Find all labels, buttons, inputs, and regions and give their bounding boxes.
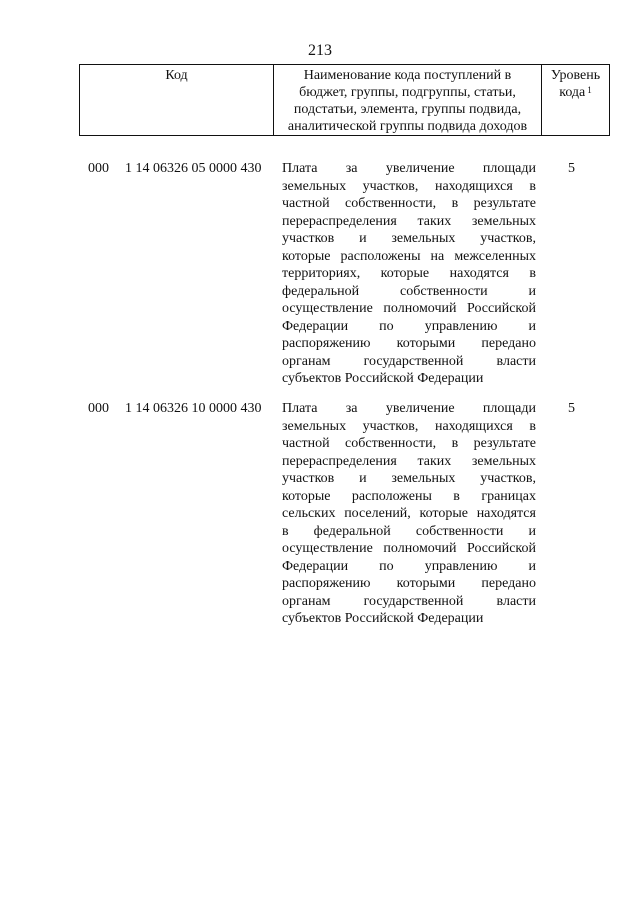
header-level-line1: Уровень [550,68,601,83]
header-level [542,65,609,135]
footnote-marker: 1 [587,85,592,95]
description-line: Федерации по управлению и [282,318,536,334]
description-line: в федеральной собственности и [282,523,536,539]
description-line: участков и земельных участков, [282,471,536,486]
income-code: 1 14 06326 05 0000 430 [125,161,262,176]
description-line: перераспределения таких земельных [282,213,536,229]
header-code [80,65,274,135]
description-line: участков и земельных участков, [282,231,536,246]
income-description [282,400,536,628]
description-line: органам государственной власти [282,593,536,609]
header-level-line2 [542,84,609,101]
description-line: территориях, которые находятся в [282,266,536,281]
description-line: распоряжению которыми передано [282,336,536,351]
description-line: земельных участков, находящихся в [282,418,536,434]
description-line: которые расположены в границах [282,488,536,504]
description-line: субъектов Российской Федерации [282,611,484,626]
description-line: органам государственной власти [282,353,536,369]
admin-code: 000 [88,161,109,176]
header-code-label: Код [165,68,188,83]
income-code: 1 14 06326 10 0000 430 [125,401,262,416]
header-level-word: кода [559,85,586,100]
description-line: частной собственности, в результате [282,196,536,211]
table-header [79,64,610,136]
header-name-line: подстатьи, элемента, группы подвида, [293,102,522,117]
page-number: 213 [308,42,332,59]
description-line: осуществление полномочий Российской [282,541,536,556]
description-line: перераспределения таких земельных [282,453,536,469]
description-line: Плата за увеличение площади [282,161,536,176]
income-description [282,160,536,388]
description-line: которые расположены на межселенных [282,248,536,264]
description-line: распоряжению которыми передано [282,576,536,591]
description-line: земельных участков, находящихся в [282,178,536,194]
header-name [274,65,542,135]
description-line: Плата за увеличение площади [282,401,536,416]
description-line: осуществление полномочий Российской [282,301,536,316]
description-line: федеральной собственности и [282,283,536,299]
code-level: 5 [568,401,575,416]
header-name-line: Наименование кода поступлений в [303,68,512,83]
description-line: Федерации по управлению и [282,558,536,574]
description-line: частной собственности, в результате [282,436,536,451]
description-line: субъектов Российской Федерации [282,371,484,386]
code-level: 5 [568,161,575,176]
header-name-line: бюджет, группы, подгруппы, статьи, [299,85,516,100]
description-line: сельских поселений, которые находятся [282,506,536,521]
header-name-line: аналитической группы подвида доходов [287,119,528,134]
admin-code: 000 [88,401,109,416]
